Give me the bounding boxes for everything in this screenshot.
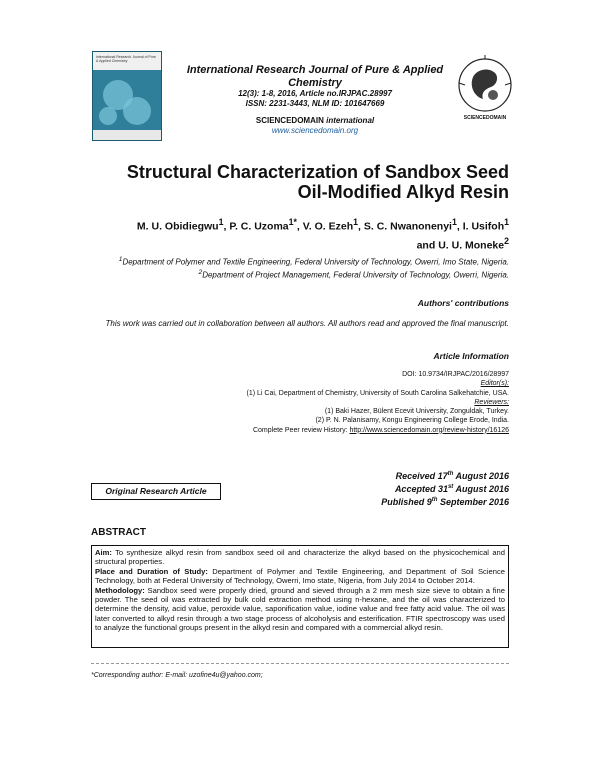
author: V. O. Ezeh	[302, 220, 354, 233]
author: U. U. Moneke	[438, 239, 505, 251]
affiliation-2: $^2$Department of Project Management, Federal University of Technology, Owerri, Nigeria.	[198, 269, 509, 280]
dates	[289, 469, 509, 508]
contrib-text: This work was carried out in collaboration between all authors. All authors read and approved the final manuscript.	[105, 319, 509, 328]
cover-title: International Research Journal of Pure & Applied Chemistry	[96, 55, 156, 63]
accepted-date: Accepted 31st August 2016	[394, 484, 509, 494]
article-info	[89, 370, 509, 435]
review-history-link[interactable]: http://www.sciencedomain.org/review-history/16126	[349, 426, 509, 434]
abstract-aim: Aim: To synthesize alkyd resin from sandbox seed oil and characterize the alkyd based on the physicochemical and structural properties.	[95, 548, 505, 567]
editors-label: Editor(s):	[480, 380, 509, 388]
footnote-divider	[91, 663, 509, 664]
publisher-url[interactable]: www.sciencedomain.org	[271, 126, 359, 135]
published-date: Published 9th September 2016	[381, 497, 509, 507]
received-date: Received 17th August 2016	[395, 471, 509, 481]
review-history: Complete Peer review History: http://www.sciencedomain.org/review-history/16126	[252, 426, 509, 434]
author: I. Usifoh	[462, 220, 505, 233]
doi: DOI: 10.9734/IRJPAC/2016/28997	[402, 371, 509, 378]
contrib-heading: Authors' contributions	[417, 298, 509, 308]
reviewer-1: (1) Baki Hazer, Bülent Ecevit University, Zonguldak, Turkey.	[324, 408, 509, 416]
abstract-heading: ABSTRACT	[91, 527, 146, 538]
logo-text: SCIENCEDOMAIN	[463, 115, 507, 121]
journal-issn: ISSN: 2231-3443, NLM ID: 101647669	[245, 99, 385, 108]
author: P. C. Uzoma	[229, 220, 289, 233]
publisher-logo	[455, 55, 515, 125]
journal-title: International Research Journal of Pure & Applied Chemistry	[186, 64, 444, 89]
publisher: SCIENCEDOMAIN international	[255, 116, 375, 125]
author: S. C. Nwanonenyi	[363, 220, 452, 233]
journal-issue: 12(3): 1-8, 2016, Article no.IRJPAC.28997	[238, 89, 392, 98]
journal-header	[180, 64, 450, 136]
abstract-method: Methodology: Sandbox seed were properly dried, ground and sieved through a 2 mm mesh size sieve to obtain a fine powder. The seed oil was extracted by bulk cold extraction method using n-hexane, and the oil was characterized to determine the density, acid value, peroxide value, saponification value, iodine value and free fatty acid value. The oil was later converted to alkyd resin through a two stage process of alcoholysis and esterification. FTIR spectroscopy was used to analyze the functional groups present in the alkyd resin and compared with a commercial alkyd resin.	[95, 585, 505, 633]
journal-cover-image	[92, 51, 162, 141]
article-type-badge: Original Research Article	[91, 483, 221, 500]
affiliations	[89, 255, 509, 281]
reviewers-label: Reviewers:	[474, 398, 509, 406]
editor-1: (1) Li Cai, Department of Chemistry, University of South Carolina Salkehatchie, USA.	[246, 389, 509, 397]
abstract-place: Place and Duration of Study: Department of Polymer and Textile Engineering, and Department of Soil Science Technology, both at Federal University of Technology, Owerri, Imo state, Nigeria, from July 2014 to October 2014.	[95, 566, 505, 586]
affiliation-1: $^1$Department of Polymer and Textile Engineering, Federal University of Technology, Owerri, Imo State, Nigeria.	[118, 256, 509, 267]
author-list: M. U. Obidiegwu$^1$, P. C. Uzoma$^{1*}$, V. O. Ezeh$^1$, S. C. Nwanonenyi$^1$, I. Usifoh$^1$ and U. U. Moneke$^2$	[136, 217, 509, 251]
author: M. U. Obidiegwu	[136, 220, 219, 233]
footnote: *Corresponding author: E-mail: uzofine4u@yahoo.com;	[91, 672, 263, 679]
abstract-box	[91, 545, 509, 648]
paper-title: Structural Characterization of Sandbox Seed Oil-Modified Alkyd Resin	[126, 162, 509, 202]
reviewer-2: (2) P. N. Palanisamy, Kongu Engineering College Erode, India.	[315, 417, 509, 425]
article-info-heading: Article Information	[433, 351, 509, 361]
